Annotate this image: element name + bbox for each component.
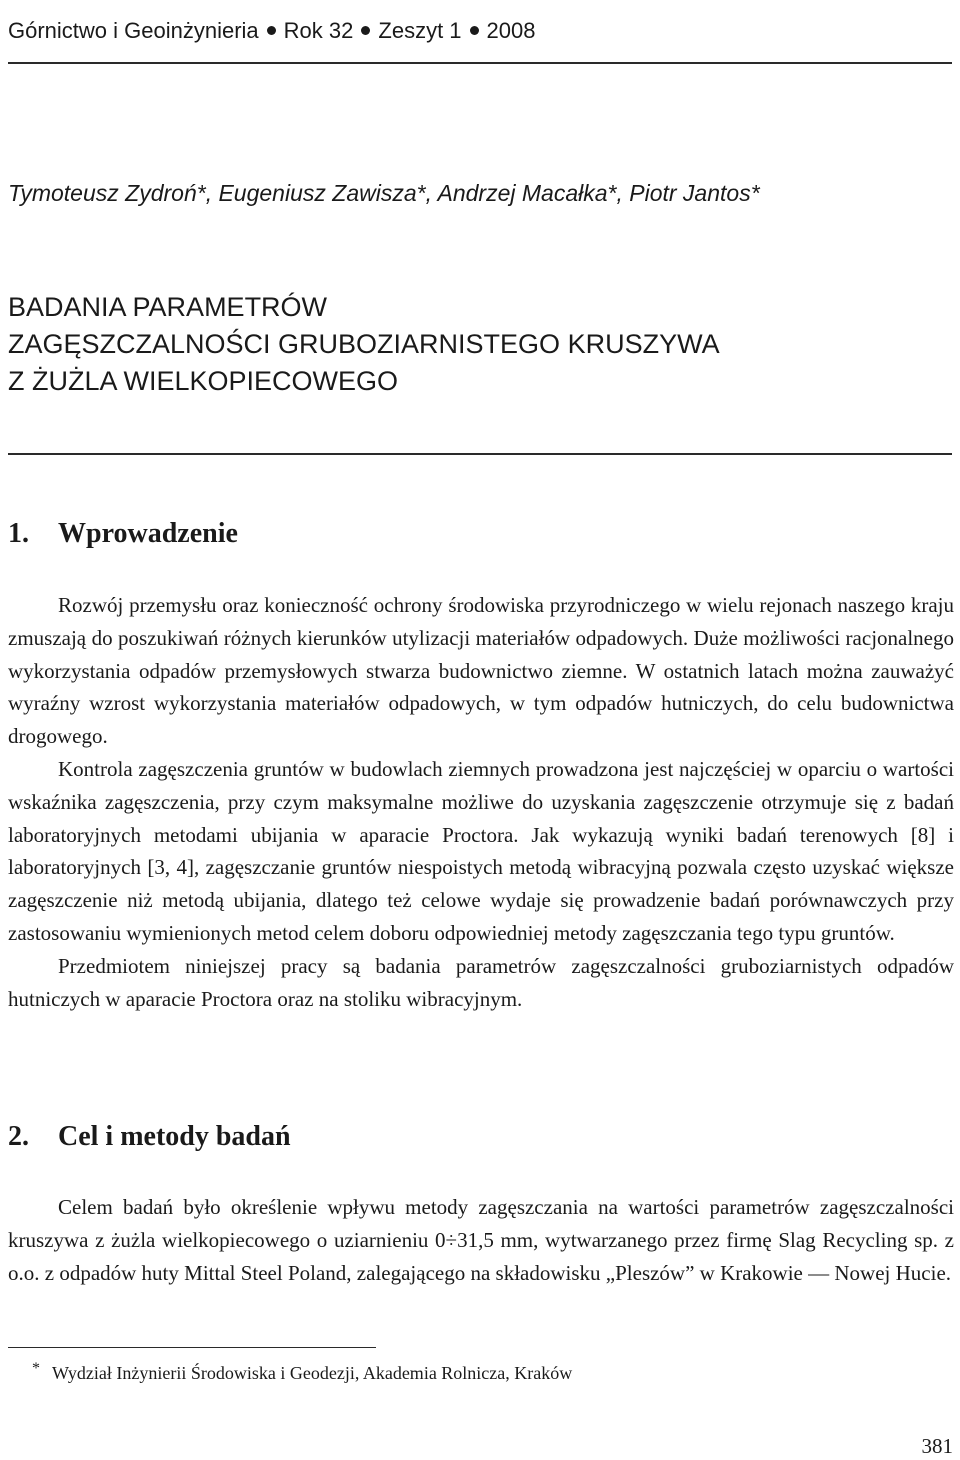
page-number: 381 [921,1434,953,1458]
bullet-separator-icon [470,26,479,35]
footnote [8,1358,572,1388]
journal-date: 2008 [486,18,536,43]
section-heading-1 [8,517,238,551]
footnote-mark: * [32,1360,40,1377]
paragraph: Przedmiotem niniejszej pracy są badania parametrów zagęszczalności gruboziarnistych odpadów hutniczych w aparacie Proctora oraz na stoliku wibracyjnym. [8,953,954,1011]
section-number: 2. [8,1121,29,1152]
paragraph: Kontrola zagęszczenia gruntów w budowlach ziemnych prowadzona jest najczęściej w oparciu o wartości wskaźnika zagęszczenia, przy czym maksymalne możliwe do uzyskania zagęszczenie otrzymuje się z badań laboratoryjnych metodami ubijania w aparacie Proctora. Jak wykazują wyniki badań terenowych [8] i laboratoryjnych [3, 4], zagęszczanie gruntów niespoistych metodą wibracyjną pozwala często uzyskać większe zagęszczenie niż metodą ubijania, dlatego też celowe wydaje się prowadzenie badań porównawczych przy zastosowaniu wymienionych metod celem doboru odpowiedniej metody zagęszczania tego typu gruntów. [8,756,954,945]
section-title: Wprowadzenie [58,518,238,549]
journal-year: Rok 32 [283,18,354,43]
section-number: 1. [8,518,29,549]
footnote-divider [8,1347,376,1348]
section-title: Cel i metody badań [58,1121,291,1152]
bullet-separator-icon [267,26,276,35]
paragraph: Rozwój przemysłu oraz konieczność ochrony środowiska przyrodniczego w wielu rejonach naszego kraju zmuszają do poszukiwań różnych kierunków utylizacji materiałów odpadowych. Duże możliwości racjonalnego wykorzystania odpadów przemysłowych stwarza budownictwo ziemne. W ostatnich latach można zauważyć wyraźny wzrost wykorzystania materiałów odpadowych, w tym odpadów hutniczych, do celu budownictwa drogowego. [8,593,954,749]
paper-title [8,289,720,400]
section-heading-2 [8,1120,291,1154]
title-line: Z ŻUŻLA WIELKOPIECOWEGO [8,366,399,396]
authors: Tymoteusz Zydroń*, Eugeniusz Zawisza*, Andrzej Macałka*, Piotr Jantos* [8,180,760,206]
section-1-body [8,589,954,1015]
journal-issue: Zeszyt 1 [378,18,462,43]
journal-name: Górnictwo i Geoinżynieria [8,18,259,43]
bullet-separator-icon [361,26,370,35]
title-line: ZAGĘSZCZALNOŚCI GRUBOZIARNISTEGO KRUSZYWA [8,329,720,359]
title-line: BADANIA PARAMETRÓW [8,292,328,322]
section-2-body [8,1191,954,1289]
journal-header [8,0,952,64]
paragraph: Celem badań było określenie wpływu metody zagęszczania na wartości parametrów zagęszczalności kruszywa z żużla wielkopiecowego o uziarnieniu 0÷31,5 mm, wytwarzanego przez firmę Slag Recycling sp. z o.o. z odpadów huty Mittal Steel Poland, zalegającego na składowisku „Pleszów” w Krakowie — Nowej Hucie. [8,1195,954,1285]
title-divider [8,453,952,455]
footnote-text: Wydział Inżynierii Środowiska i Geodezji, Akademia Rolnicza, Kraków [52,1363,573,1383]
